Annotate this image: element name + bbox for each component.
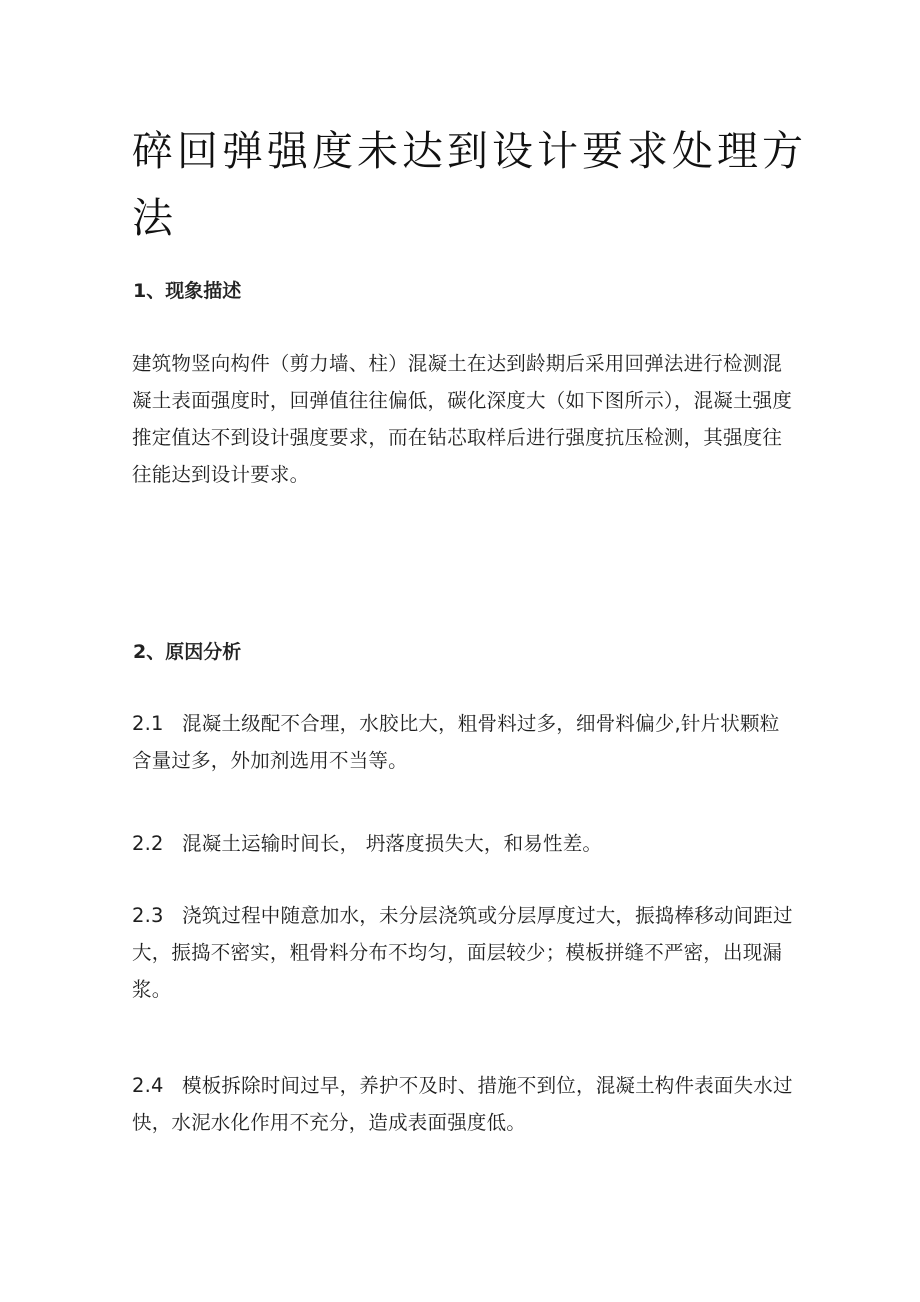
phenomenon-paragraph: 建筑物竖向构件（剪力墙、柱）混凝土在达到龄期后采用回弹法进行检测混凝土表面强度时，回弹值往往偏低，碳化深度大（如下图所示），混凝土强度推定值达不到设计强度要求，而在钻芯取样后进行强度抗压检测，其强度往往能达到设计要求。 — [132, 352, 793, 486]
cause-item-number: 2.3 — [132, 904, 164, 927]
cause-item-number: 2.1 — [132, 712, 164, 735]
cause-item — [132, 705, 796, 779]
cause-item-text: 浇筑过程中随意加水，未分层浇筑或分层厚度过大，振捣棒移动间距过大，振捣不密实，粗骨料分布不均匀，面层较少；模板拼缝不严密，出现漏浆。 — [132, 904, 793, 1001]
cause-item — [132, 825, 796, 862]
cause-item-number: 2.2 — [132, 832, 164, 855]
cause-item-number: 2.4 — [132, 1074, 164, 1097]
cause-item-text: 混凝土级配不合理，水胶比大，粗骨料过多，细骨料偏少,针片状颗粒含量过多，外加剂选用不当等。 — [132, 712, 780, 772]
cause-item — [132, 897, 796, 1008]
cause-item-text: 模板拆除时间过早，养护不及时、措施不到位，混凝土构件表面失水过快，水泥水化作用不充分，造成表面强度低。 — [132, 1074, 793, 1134]
section-heading-cause-analysis: 2、原因分析 — [133, 641, 242, 663]
document-title: 碎回弹强度未达到设计要求处理方法 — [132, 127, 807, 242]
section-heading-phenomenon: 1、现象描述 — [133, 280, 242, 302]
cause-item-text: 混凝土运输时间长， 坍落度损失大，和易性差。 — [182, 832, 603, 855]
cause-item — [132, 1067, 796, 1141]
